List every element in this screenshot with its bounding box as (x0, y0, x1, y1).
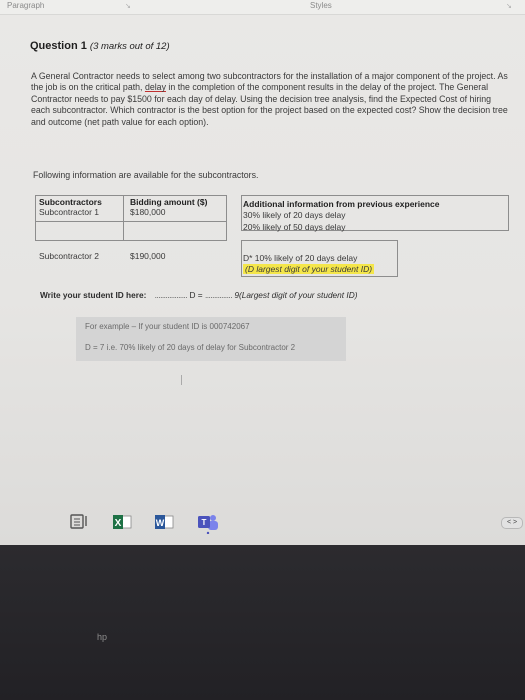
paragraph-underlined-word: delay (144, 82, 166, 93)
sub1-bid: $180,000 (130, 207, 166, 217)
paragraph-group-label: Paragraph (7, 1, 45, 10)
student-id-row (40, 290, 357, 300)
sub1-info-2: 20% likely of 50 days delay (243, 222, 346, 232)
text-cursor (181, 375, 182, 385)
sub2-info-1: D* 10% likely of 20 days delay (243, 253, 358, 263)
question-number: Question 1 (30, 40, 87, 52)
monitor-logo: hp (97, 632, 108, 642)
monitor-bezel (0, 545, 525, 700)
header-additional: Additional information from previous experience (243, 199, 440, 209)
question-marks: (3 marks out of 12) (89, 41, 170, 52)
table-column-divider (123, 195, 124, 240)
paragraph-text-2: in the completion of the component results in the delay of the project. The General Contractor needs to pay $1500 for each day of delay. Using the decision tree analysis, find the Expected Cost of hiring each subcontractor. Which contractor is the best option for the project based on the expected cost? Show the decision tree and outcome (net path value for each option). (31, 82, 508, 127)
paragraph-text-1: A General Contractor needs to select among two subcontractors for the installation of a major component of the project. As the job is on the critical path, (31, 71, 508, 93)
styles-group-label: Styles (310, 1, 332, 10)
sub1-name: Subcontractor 1 (39, 207, 100, 217)
header-bidding: Bidding amount ($) (130, 197, 208, 207)
paragraph-dialog-launcher-icon[interactable]: ↘ (125, 3, 131, 10)
svg-text:X: X (114, 518, 122, 529)
sub2-bid: $190,000 (130, 251, 166, 261)
calendar-icon[interactable] (70, 514, 90, 535)
d-note: 9(Largest digit of your student ID) (234, 290, 358, 300)
document-page[interactable] (0, 14, 525, 545)
excel-icon[interactable] (112, 514, 132, 535)
d-blank[interactable]: ............... (204, 290, 233, 300)
d-label: D = (189, 290, 203, 300)
ribbon-group-labels (0, 0, 525, 15)
example-line-1: For example – If your student ID is 000742067 (85, 322, 250, 331)
question-paragraph (31, 71, 509, 128)
following-info-text: Following information are available for the subcontractors. (33, 170, 259, 180)
svg-text:T: T (201, 518, 207, 527)
example-box (76, 317, 346, 361)
table-row-2-border (35, 220, 227, 241)
question-title (30, 40, 170, 52)
teams-icon[interactable] (196, 512, 220, 539)
word-icon[interactable] (154, 514, 174, 535)
header-subcontractors: Subcontractors (39, 197, 102, 207)
sub2-name: Subcontractor 2 (39, 251, 100, 261)
scroll-chevrons-icon[interactable]: < > (501, 517, 523, 529)
student-id-label: Write your student ID here: (40, 290, 147, 300)
example-line-2: D = 7 i.e. 70% likely of 20 days of delay for Subcontractor 2 (85, 343, 296, 352)
student-id-blank[interactable]: .................. (154, 290, 188, 300)
sub1-info-1: 30% likely of 20 days delay (243, 210, 346, 220)
styles-dialog-launcher-icon[interactable]: ↘ (506, 3, 512, 10)
sub2-highlight: (D largest digit of your student ID) (245, 264, 373, 274)
svg-text:W: W (155, 518, 165, 528)
